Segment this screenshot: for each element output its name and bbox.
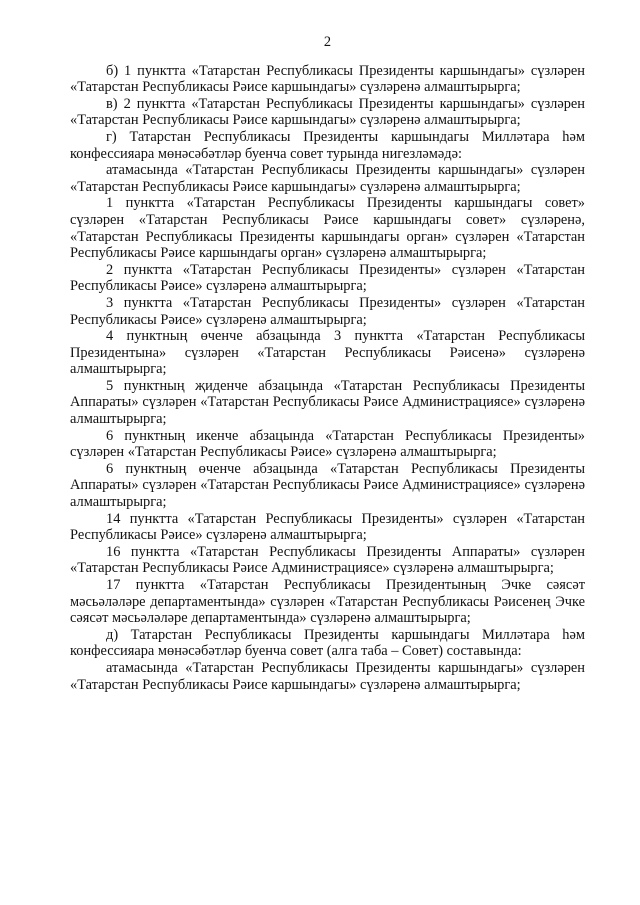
paragraph-g-item-6a: 6 пунктның икенче абзацында «Татарстан Республикасы Президенты» сүзләрен «Татарстан Республикасы Рәисе» сүзләренә алмаштырырга; — [70, 427, 585, 461]
paragraph-g-item-14: 14 пунктта «Татарстан Республикасы Президенты» сүзләрен «Татарстан Республикасы Рәисе» сүзләренә алмаштырырга; — [70, 510, 585, 544]
paragraph-d-title: атамасында «Татарстан Республикасы Президенты каршындагы» сүзләрен «Татарстан Республикасы Рәисе каршындагы» сүзләренә алмаштырырга; — [70, 659, 585, 693]
paragraph-g-item-6b: 6 пунктның өченче абзацында «Татарстан Республикасы Президенты Аппараты» сүзләрен «Татарстан Республикасы Рәисе Администрациясе» сүзләренә алмаштырырга; — [70, 460, 585, 511]
paragraph-g-item-17: 17 пунктта «Татарстан Республикасы Президентының Эчке сәясәт мәсьәләләре департаментында» сүзләрен «Татарстан Республикасы Рәисенең Эчке сәясәт мәсьәләләре департаментында» сүзләренә алмаштырырга; — [70, 577, 585, 627]
paragraph-g-item-4: 4 пунктның өченче абзацында 3 пунктта «Татарстан Республикасы Президентына» сүзләрен «Татарстан Республикасы Рәисенә» сүзләренә алмаштырырга; — [70, 328, 585, 378]
document-page — [70, 34, 585, 693]
paragraph-g-title: атамасында «Татарстан Республикасы Президенты каршындагы» сүзләрен «Татарстан Республикасы Рәисе каршындагы» сүзләренә алмаштырырга; — [70, 162, 585, 195]
paragraph-g: г) Татарстан Республикасы Президенты каршындагы Милләтара һәм конфессияара мөнәсәбәтләр буенча совет турында нигезләмәдә: — [70, 128, 585, 162]
paragraph-g-item-16: 16 пунктта «Татарстан Республикасы Президенты Аппараты» сүзләрен «Татарстан Республикасы Рәисе Администрациясе» сүзләренә алмаштырырга; — [70, 543, 585, 577]
paragraph-g-item-3: 3 пунктта «Татарстан Республикасы Президенты» сүзләрен «Татарстан Республикасы Рәисе» сүзләренә алмаштырырга; — [70, 294, 585, 328]
paragraph-g-item-2: 2 пунктта «Татарстан Республикасы Президенты» сүзләрен «Татарстан Республикасы Рәисе» сүзләренә алмаштырырга; — [70, 261, 585, 295]
paragraph-d: д) Татарстан Республикасы Президенты каршындагы Милләтара һәм конфессияара мөнәсәбәтләр буенча совет (алга таба – Совет) составында: — [70, 626, 585, 660]
paragraph-g-item-5: 5 пунктның җиденче абзацында «Татарстан Республикасы Президенты Аппараты» сүзләрен «Татарстан Республикасы Рәисе Администрациясе» сүзләренә алмаштырырга; — [70, 377, 585, 428]
paragraph-v: в) 2 пунктта «Татарстан Республикасы Президенты каршындагы» сүзләрен «Татарстан Республикасы Рәисе каршындагы» сүзләренә алмаштырырга; — [70, 95, 585, 129]
paragraph-b: б) 1 пунктта «Татарстан Республикасы Президенты каршындагы» сүзләрен «Татарстан Республикасы Рәисе каршындагы» сүзләренә алмаштырырга; — [70, 62, 585, 96]
page-number: 2 — [323, 34, 332, 50]
paragraph-g-item-1: 1 пунктта «Татарстан Республикасы Президенты каршындагы совет» сүзләрен «Татарстан Республикасы Рәисе каршындагы совет» сүзләренә, «Татарстан Республикасы Президенты каршындагы орган» сүзләрен «Татарстан Республикасы Рәисе каршындагы орган» сүзләренә алмаштырырга; — [70, 195, 585, 262]
